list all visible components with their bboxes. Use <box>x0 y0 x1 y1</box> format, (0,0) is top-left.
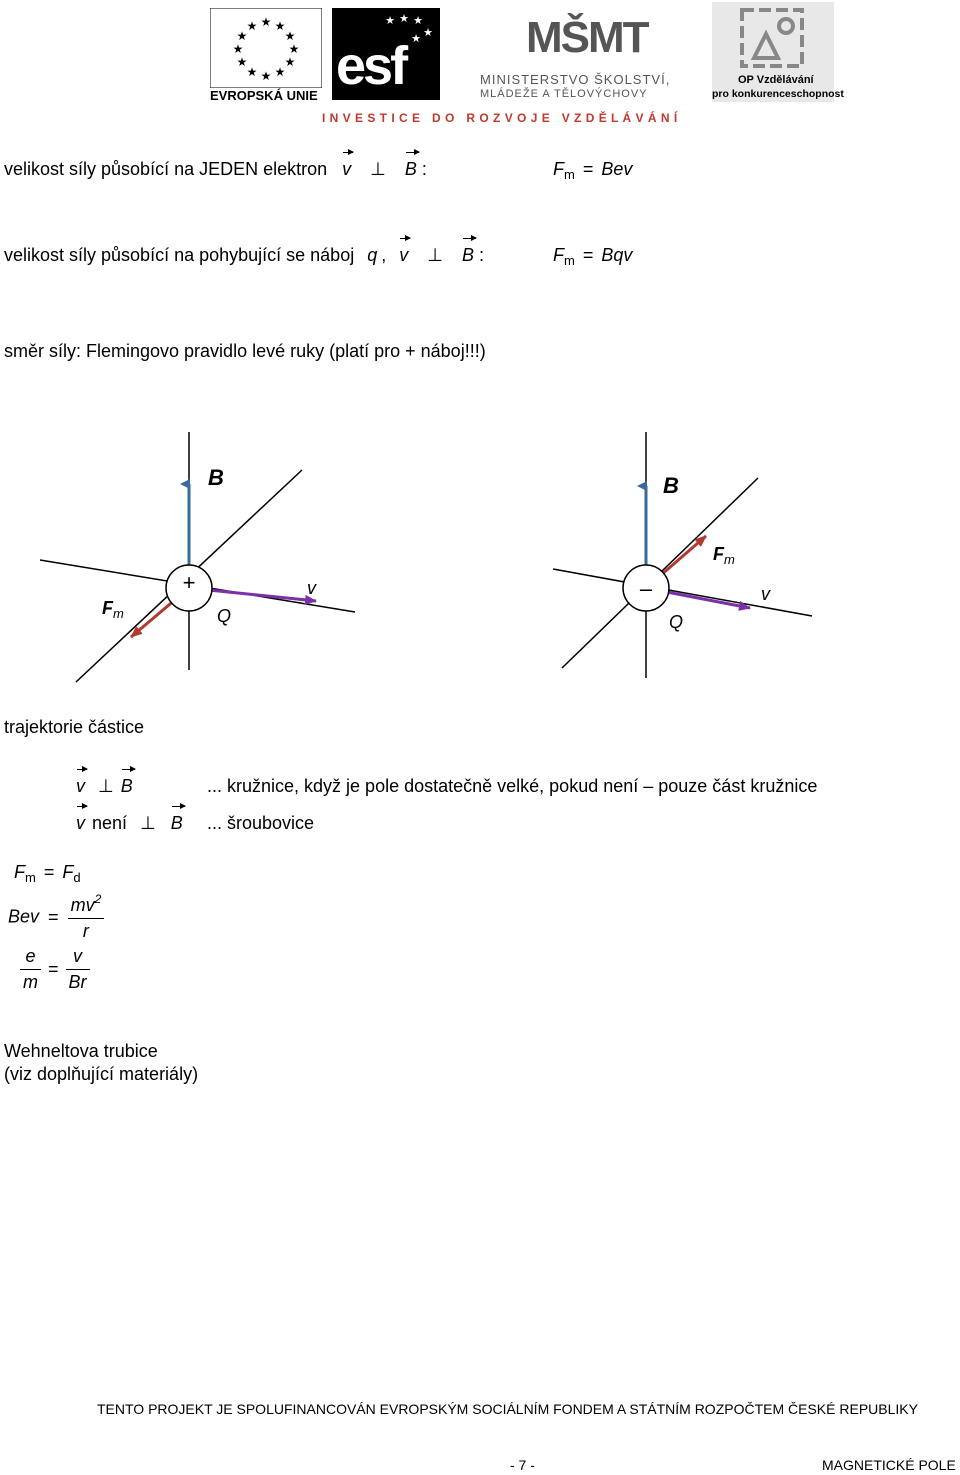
line1-eq: = <box>582 159 594 179</box>
svg-text:★: ★ <box>423 27 433 39</box>
wehnelt-line2: (viz doplňující materiály) <box>4 1064 199 1084</box>
svg-text:★: ★ <box>385 15 395 27</box>
right-v-label: v <box>761 584 770 604</box>
trajectory-row2-desc: ... šroubovice <box>207 813 315 833</box>
eq1-sub2: d <box>73 870 81 885</box>
row2-perp: ⊥ <box>140 813 156 833</box>
line1-perp: ⊥ <box>370 159 386 179</box>
line3: směr síly: Flemingovo pravidlo levé ruky (platí pro + náboj!!!) <box>4 341 486 361</box>
esf-logo <box>332 8 440 100</box>
eq2-num-sup: 2 <box>94 892 102 906</box>
svg-text:★: ★ <box>284 55 296 69</box>
svg-text:★: ★ <box>236 29 248 43</box>
row1-v: v <box>76 776 85 796</box>
msmt-logo <box>480 6 680 101</box>
right-F-main: F <box>713 544 724 564</box>
svg-text:★: ★ <box>260 69 272 83</box>
eq1-eq: = <box>43 862 55 882</box>
trajectory-row1-cond <box>76 776 133 797</box>
svg-text:★: ★ <box>399 13 409 25</box>
footer-funding: TENTO PROJEKT JE SPOLUFINANCOVÁN EVROPSKÝM SOCIÁLNÍM FONDEM A STÁTNÍM ROZPOČTEM ČESKÉ REPUBLIKY <box>97 1401 918 1417</box>
eu-label: EVROPSKÁ UNIE <box>210 88 318 103</box>
svg-text:★: ★ <box>236 55 248 69</box>
svg-text:★: ★ <box>413 15 423 27</box>
msmt-line1: MINISTERSTVO ŠKOLSTVÍ, <box>480 72 671 87</box>
row2-B: B <box>170 813 183 833</box>
svg-text:★: ★ <box>274 19 286 33</box>
left-diagram <box>40 432 355 682</box>
op-emblem-icon <box>740 8 806 70</box>
eq3-rnum: v <box>66 946 90 970</box>
eq3-right-fraction <box>66 946 90 993</box>
eq3-rden: Br <box>68 972 87 992</box>
line1-F-sub: m <box>564 167 575 182</box>
line2-comma: , <box>381 245 387 265</box>
line2-F-sub: m <box>564 253 575 268</box>
left-v-label: v <box>307 578 316 598</box>
line1-formula <box>553 159 632 182</box>
line1-F: F <box>553 159 564 179</box>
svg-text:★: ★ <box>411 33 421 45</box>
header-tagline: I N V E S T I C E D O R O Z V O J E V Z D Ě L Á V Á N Í <box>322 111 678 125</box>
esf-label: esf <box>336 36 406 96</box>
right-F-label <box>713 544 735 567</box>
line2-perp: ⊥ <box>427 245 443 265</box>
line2-B: B <box>461 245 474 265</box>
eq3-lden: m <box>23 972 38 992</box>
svg-text:★: ★ <box>260 15 272 29</box>
op-logo <box>712 2 844 102</box>
line2-F: F <box>553 245 564 265</box>
left-charge-sign: + <box>182 570 196 595</box>
msmt-line2: MLÁDEŽE A TĚLOVÝCHOVY <box>480 88 648 100</box>
footer-page-number: - 7 - <box>510 1457 535 1473</box>
eq3-eq: = <box>48 959 59 979</box>
eq2-eq: = <box>48 906 59 927</box>
footer-section: MAGNETICKÉ POLE <box>822 1457 956 1473</box>
left-F-sub: m <box>113 606 124 621</box>
eq2-den: r <box>82 921 89 941</box>
header-logos <box>0 0 960 130</box>
op-line1: OP Vzdělávání <box>738 74 814 86</box>
eq1-F1: F <box>14 862 25 882</box>
trajectory-row2-cond <box>76 813 183 834</box>
right-Q-label: Q <box>669 612 684 632</box>
svg-text:★: ★ <box>246 65 258 79</box>
left-B-label: B <box>208 465 224 490</box>
eq2-fraction <box>68 892 105 942</box>
msmt-mark: MŠMT <box>526 13 648 62</box>
right-F-sub: m <box>724 552 735 567</box>
force-diagram <box>0 420 960 690</box>
line2-formula <box>553 245 632 268</box>
line2 <box>4 245 484 266</box>
row1-perp: ⊥ <box>98 776 114 796</box>
line2-q: q <box>367 245 378 265</box>
line1-B: B <box>404 159 417 179</box>
right-B-label: B <box>663 473 679 498</box>
line2-text: velikost síly působící na pohybující se náboj <box>4 245 355 265</box>
wehnelt-line1: Wehneltova trubice <box>4 1041 158 1061</box>
op-line2: pro konkurenceschopnost <box>712 88 844 100</box>
svg-text:★: ★ <box>284 29 296 43</box>
svg-text:★: ★ <box>232 42 244 56</box>
eu-logo <box>210 8 322 102</box>
equation-3 <box>20 946 90 993</box>
line2-v: v <box>399 245 409 265</box>
svg-text:★: ★ <box>288 42 300 56</box>
left-F-label <box>102 598 124 621</box>
row1-B: B <box>120 776 133 796</box>
eu-flag-icon <box>210 8 322 88</box>
left-F-main: F <box>102 598 113 618</box>
right-axis-horizontal <box>553 569 812 616</box>
right-diagram <box>553 432 812 678</box>
eq3-left-fraction <box>20 946 41 993</box>
line1-colon: : <box>421 159 427 179</box>
row2-neni: není <box>92 813 128 833</box>
left-Q-label: Q <box>217 606 232 626</box>
line1-v: v <box>342 159 352 179</box>
row2-v: v <box>76 813 85 833</box>
equation-2 <box>8 892 104 942</box>
right-charge-sign: – <box>639 576 653 601</box>
line2-rhs: Bqv <box>601 245 633 265</box>
line1-text: velikost síly působící na JEDEN elektron <box>4 159 328 179</box>
line2-eq: = <box>582 245 594 265</box>
line2-colon: : <box>479 245 485 265</box>
trajectory-row1-desc: ... kružnice, když je pole dostatečně velké, pokud není – pouze část kružnice <box>207 776 818 796</box>
eq1-sub1: m <box>25 870 36 885</box>
eq2-lhs: Bev <box>8 906 40 927</box>
eq2-num-text: mv <box>70 895 95 915</box>
eq2-num <box>68 892 105 919</box>
eq1-F2: F <box>62 862 74 882</box>
line1-rhs: Bev <box>601 159 633 179</box>
svg-text:★: ★ <box>246 19 258 33</box>
trajectory-heading: trajektorie částice <box>4 717 145 737</box>
svg-text:★: ★ <box>274 65 286 79</box>
line1 <box>4 159 427 180</box>
equation-1 <box>14 862 81 885</box>
eq3-lnum: e <box>20 946 41 970</box>
